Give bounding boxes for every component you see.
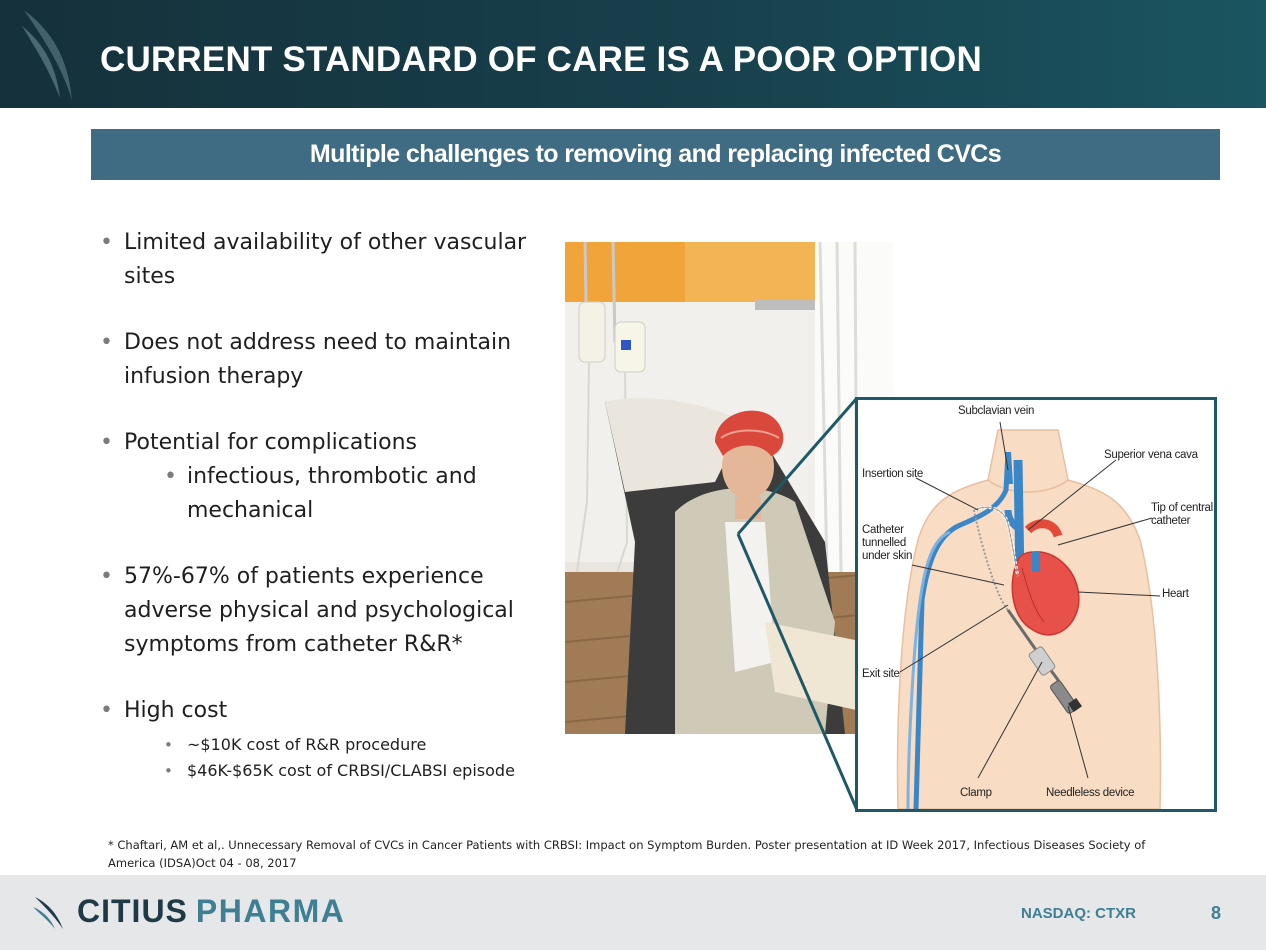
- patient-photo: [565, 242, 893, 734]
- bullet-item: • Potential for complications: [100, 426, 550, 460]
- stock-ticker: NASDAQ: CTXR: [1021, 905, 1136, 922]
- label-insertion-site: Insertion site: [862, 468, 923, 480]
- logo-text-pharma: PHARMA: [195, 892, 346, 929]
- label-tip-of-central-catheter: Tip of central catheter: [1151, 502, 1213, 527]
- catheter-diagram: [855, 397, 1217, 812]
- label-exit-site: Exit site: [862, 668, 900, 680]
- label-catheter-tunnelled: Catheter tunnelled under skin: [862, 524, 913, 562]
- header-bar: [0, 0, 1266, 108]
- bullet-item: • Limited availability of other vascular sites: [100, 226, 550, 294]
- bullet-item: • High cost: [100, 694, 550, 728]
- label-clamp: Clamp: [960, 787, 992, 799]
- brand-leaf-icon: [18, 6, 82, 104]
- label-subclavian-vein: Subclavian vein: [958, 405, 1035, 417]
- footnote: * Chaftari, AM et al,. Unnecessary Removal of CVCs in Cancer Patients with CRBSI: Impact on Symptom Burden. Poster presentation at ID Week 2017, Infectious Diseases Society of America (IDSA)Oct 04 - 08, 2017: [108, 838, 1146, 870]
- logo-swoosh-icon: [33, 891, 73, 931]
- section-banner-text: Multiple challenges to removing and replacing infected CVCs: [309, 140, 1002, 168]
- sub-bullet-item: • ~$10K cost of R&R procedure: [100, 732, 550, 758]
- page-number: 8: [1211, 903, 1222, 923]
- page-title: CURRENT STANDARD OF CARE IS A POOR OPTION: [100, 40, 982, 79]
- label-superior-vena-cava: Superior vena cava: [1104, 449, 1198, 461]
- logo-text-citius: CITIUS: [77, 892, 188, 929]
- bullet-item: • 57%-67% of patients experience adverse physical and psychological symptoms from catheter R&R*: [100, 560, 550, 662]
- section-banner: [91, 129, 1220, 180]
- bullet-item: • Does not address need to maintain infusion therapy: [100, 326, 550, 394]
- sub-bullet-item: • $46K-$65K cost of CRBSI/CLABSI episode: [100, 758, 550, 784]
- label-heart: Heart: [1162, 588, 1189, 600]
- company-logo: [33, 890, 345, 932]
- bullet-list: [100, 226, 550, 784]
- label-needleless-device: Needleless device: [1046, 787, 1135, 799]
- sub-bullet-item: • infectious, thrombotic and mechanical: [100, 460, 550, 528]
